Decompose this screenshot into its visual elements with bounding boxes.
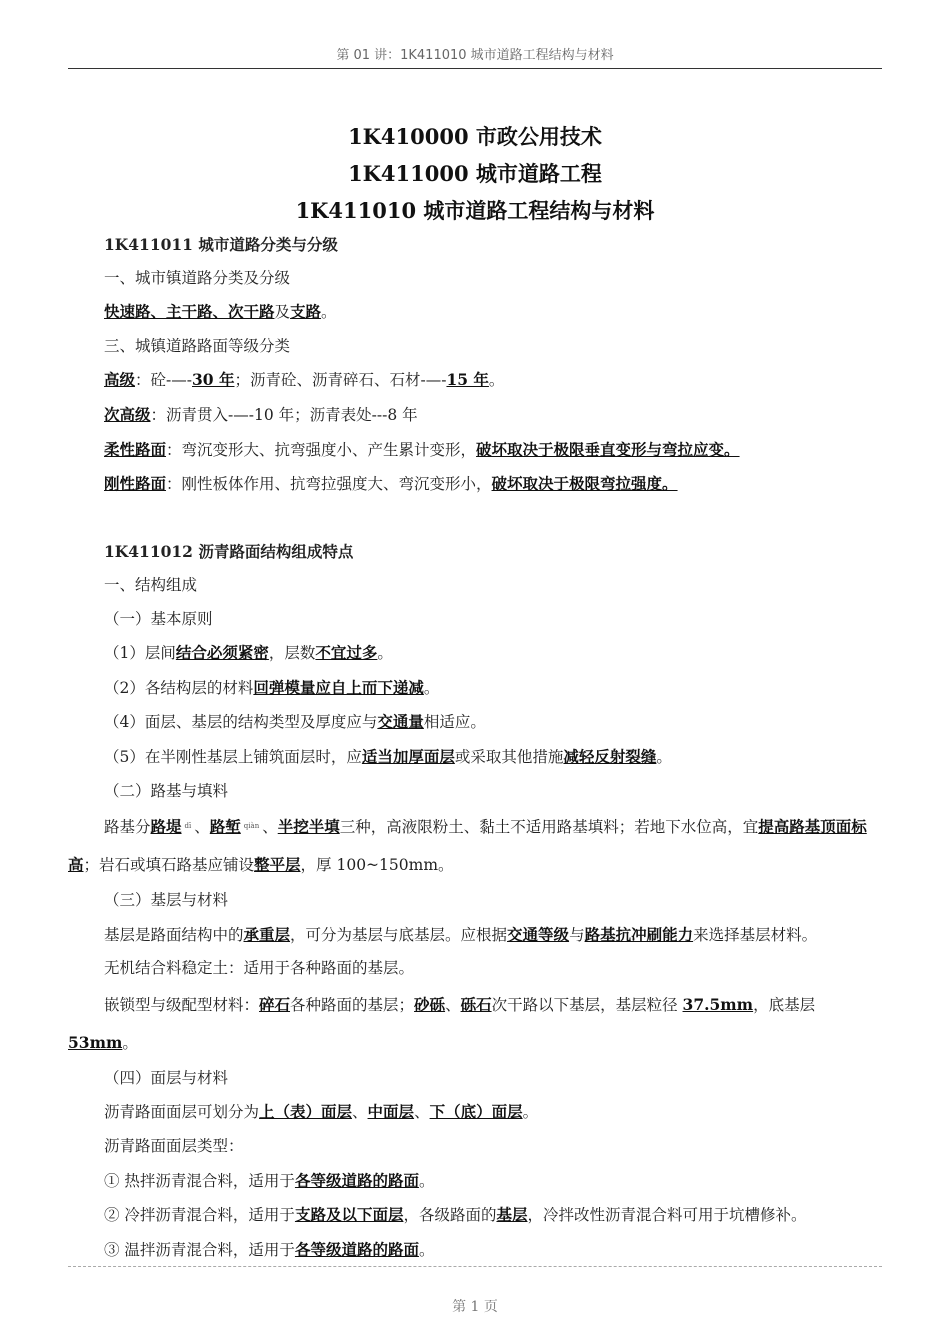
- paragraph: [68, 636, 888, 671]
- key-term: 支路及以下面层: [294, 1205, 404, 1225]
- key-term: 砾石: [460, 994, 492, 1014]
- text-run: 与: [569, 925, 585, 944]
- header-divider: [68, 68, 882, 69]
- paragraph: [68, 1062, 888, 1096]
- paragraph: [68, 295, 888, 330]
- text-run: ；沥青砼、沥青碎石、石材-—-: [234, 371, 447, 390]
- text-run: 嵌锁型与级配型材料：: [104, 995, 260, 1014]
- paragraph: [68, 775, 888, 809]
- paragraph: [68, 569, 888, 603]
- key-term: 破坏取决于极限垂直变形与弯拉应变。: [476, 439, 740, 459]
- text-run: 、: [262, 818, 278, 837]
- text-run: 、: [352, 1103, 368, 1122]
- key-term: 砂砾: [414, 994, 446, 1014]
- key-term: 适当加厚面层: [361, 746, 455, 766]
- text-run: ：沥青贯入-—-10 年；沥青表处---8 年: [150, 405, 418, 424]
- key-term: 承重层: [243, 924, 291, 944]
- key-term: 快速路、主干路、次干路: [104, 302, 275, 322]
- text-run: （2）各结构层的材料: [104, 678, 254, 697]
- paragraph: [68, 1164, 888, 1199]
- text-run: 1K411011 城市道路分类与分级: [104, 235, 338, 254]
- blank-line: [68, 502, 888, 536]
- key-term: 路堤: [150, 817, 182, 837]
- text-run: ：砼-—-: [135, 371, 192, 390]
- paragraph: [68, 603, 888, 637]
- text-run: 次干路以下基层，基层粒径: [491, 995, 683, 1014]
- text-run: 一、结构组成: [104, 575, 198, 594]
- paragraph: [68, 671, 888, 706]
- key-term: 半挖半填: [277, 817, 340, 837]
- key-term: 53mm: [68, 1032, 123, 1052]
- paragraph: [68, 1095, 888, 1130]
- text-run: 。: [377, 644, 393, 663]
- key-term: 减轻反射裂缝: [563, 746, 657, 766]
- key-term: 37.5mm: [682, 994, 754, 1014]
- key-term: 不宜过多: [315, 643, 378, 663]
- paragraph: [68, 363, 888, 398]
- key-term: 破坏取决于极限弯拉强度。: [491, 474, 678, 494]
- paragraph: [68, 918, 888, 953]
- text-run: ，底基层: [753, 995, 816, 1014]
- page-number: 第 1 页: [452, 1299, 498, 1315]
- text-run: ，可分为基层与底基层。应根据: [290, 925, 508, 944]
- paragraph: [68, 330, 888, 364]
- key-term: 路基抗冲刷能力: [584, 924, 694, 944]
- text-run: （一）基本原则: [104, 609, 213, 628]
- text-run: 。: [488, 371, 505, 390]
- key-term: 各等级道路的路面: [294, 1170, 419, 1190]
- text-run: ③ 温拌沥青混合料，适用于: [104, 1240, 295, 1259]
- text-run: ：弯沉变形大、抗弯强度小、产生累计变形，: [166, 440, 477, 459]
- key-term: 次高级: [104, 404, 151, 424]
- text-run: ② 冷拌沥青混合料，适用于: [104, 1206, 295, 1225]
- text-run: 各种路面的基层；: [290, 995, 415, 1014]
- section-title: 1K411010 城市道路工程结构与材料: [295, 198, 655, 223]
- text-run: 、: [414, 1103, 430, 1122]
- text-run: 、: [194, 818, 210, 837]
- text-run: （四）面层与材料: [104, 1068, 229, 1087]
- text-run: （4）面层、基层的结构类型及厚度应与: [104, 713, 378, 732]
- section-heading: [68, 535, 888, 569]
- text-run: 沥青路面面层可划分为: [104, 1103, 260, 1122]
- text-run: 、: [445, 995, 461, 1014]
- text-run: 来选择基层材料。: [693, 925, 818, 944]
- key-term: 提高路基顶面标高: [68, 817, 867, 875]
- key-term: 整平层: [254, 855, 301, 875]
- key-term: 基层: [496, 1205, 528, 1225]
- paragraph: [68, 433, 888, 468]
- key-term: 碎石: [259, 994, 291, 1014]
- key-term: 回弹模量应自上而下递减: [253, 677, 424, 697]
- key-term: 结合必须紧密: [175, 643, 269, 663]
- text-run: 。: [418, 1240, 435, 1259]
- paragraph: [68, 1233, 888, 1268]
- paragraph: [68, 740, 888, 775]
- text-run: ；岩石或填石路基应铺设: [83, 856, 255, 875]
- paragraph: [68, 986, 888, 1062]
- key-term: 30 年: [192, 370, 235, 390]
- key-term: 各等级道路的路面: [294, 1239, 419, 1259]
- pinyin-annotation: qiàn: [243, 822, 260, 831]
- text-run: （5）在半刚性基层上铺筑面层时，应: [104, 747, 362, 766]
- text-run: （1）层间: [104, 644, 176, 663]
- document-body: [68, 228, 888, 1267]
- paragraph: [68, 262, 888, 296]
- text-run: 1K411012 沥青路面结构组成特点: [104, 542, 354, 562]
- paragraph: [68, 1198, 888, 1233]
- text-run: （二）路基与填料: [104, 781, 229, 800]
- key-term: 刚性路面: [104, 474, 167, 494]
- paragraph: [68, 1130, 888, 1164]
- title-block: [0, 118, 950, 229]
- key-term: 中面层: [367, 1102, 415, 1122]
- text-run: 及: [274, 303, 291, 322]
- text-run: 一、城市镇道路分类及分级: [104, 268, 291, 287]
- key-term: 下（底）面层: [429, 1102, 523, 1122]
- paragraph: [68, 467, 888, 502]
- text-run: 。: [122, 1033, 138, 1052]
- text-run: 无机结合料稳定土：适用于各种路面的基层。: [104, 959, 415, 978]
- text-run: 三、城镇道路路面等级分类: [104, 336, 291, 355]
- paragraph: [68, 705, 888, 740]
- text-run: ，各级路面的: [403, 1206, 497, 1225]
- key-term: 交通量: [377, 712, 424, 732]
- text-run: 相适应。: [423, 713, 486, 732]
- text-run: 。: [522, 1103, 539, 1122]
- key-term: 交通等级: [507, 924, 570, 944]
- text-run: 。: [418, 1171, 435, 1190]
- section-heading: [68, 228, 888, 262]
- paragraph: [68, 398, 888, 433]
- page-header: 第 01 讲：1K411010 城市道路工程结构与材料: [336, 48, 614, 63]
- pinyin-annotation: dī: [184, 822, 192, 831]
- text-run: 或采取其他措施: [454, 747, 564, 766]
- text-run: 三种，高液限粉土、黏土不适用路基填料；若地下水位高，宜: [339, 818, 759, 837]
- text-run: ，厚 100~150mm。: [300, 856, 454, 875]
- paragraph: [68, 952, 888, 986]
- text-run: （三）基层与材料: [104, 891, 229, 910]
- text-run: ① 热拌沥青混合料，适用于: [104, 1171, 295, 1190]
- text-run: 沥青路面面层类型：: [104, 1137, 244, 1156]
- paragraph: [68, 884, 888, 918]
- chapter-title: 1K411000 城市道路工程: [348, 161, 602, 186]
- footer-divider: [68, 1266, 882, 1267]
- key-term: 高级: [104, 370, 136, 390]
- text-run: 。: [423, 678, 440, 697]
- text-run: 。: [656, 747, 672, 766]
- paragraph: [68, 808, 888, 884]
- key-term: 支路: [290, 302, 322, 322]
- key-term: 上（表）面层: [259, 1102, 353, 1122]
- text-run: ：刚性板体作用、抗弯拉强度大、弯沉变形小，: [166, 475, 492, 494]
- text-run: 基层是路面结构中的: [104, 925, 244, 944]
- text-run: 路基分: [104, 818, 151, 837]
- text-run: ，冷拌改性沥青混合料可用于坑槽修补。: [527, 1206, 807, 1225]
- key-term: 路堑: [209, 817, 241, 837]
- text-run: ，层数: [268, 644, 316, 663]
- main-title: 1K410000 市政公用技术: [348, 124, 602, 149]
- text-run: 。: [321, 303, 337, 322]
- key-term: 柔性路面: [104, 439, 167, 459]
- key-term: 15 年: [446, 370, 489, 390]
